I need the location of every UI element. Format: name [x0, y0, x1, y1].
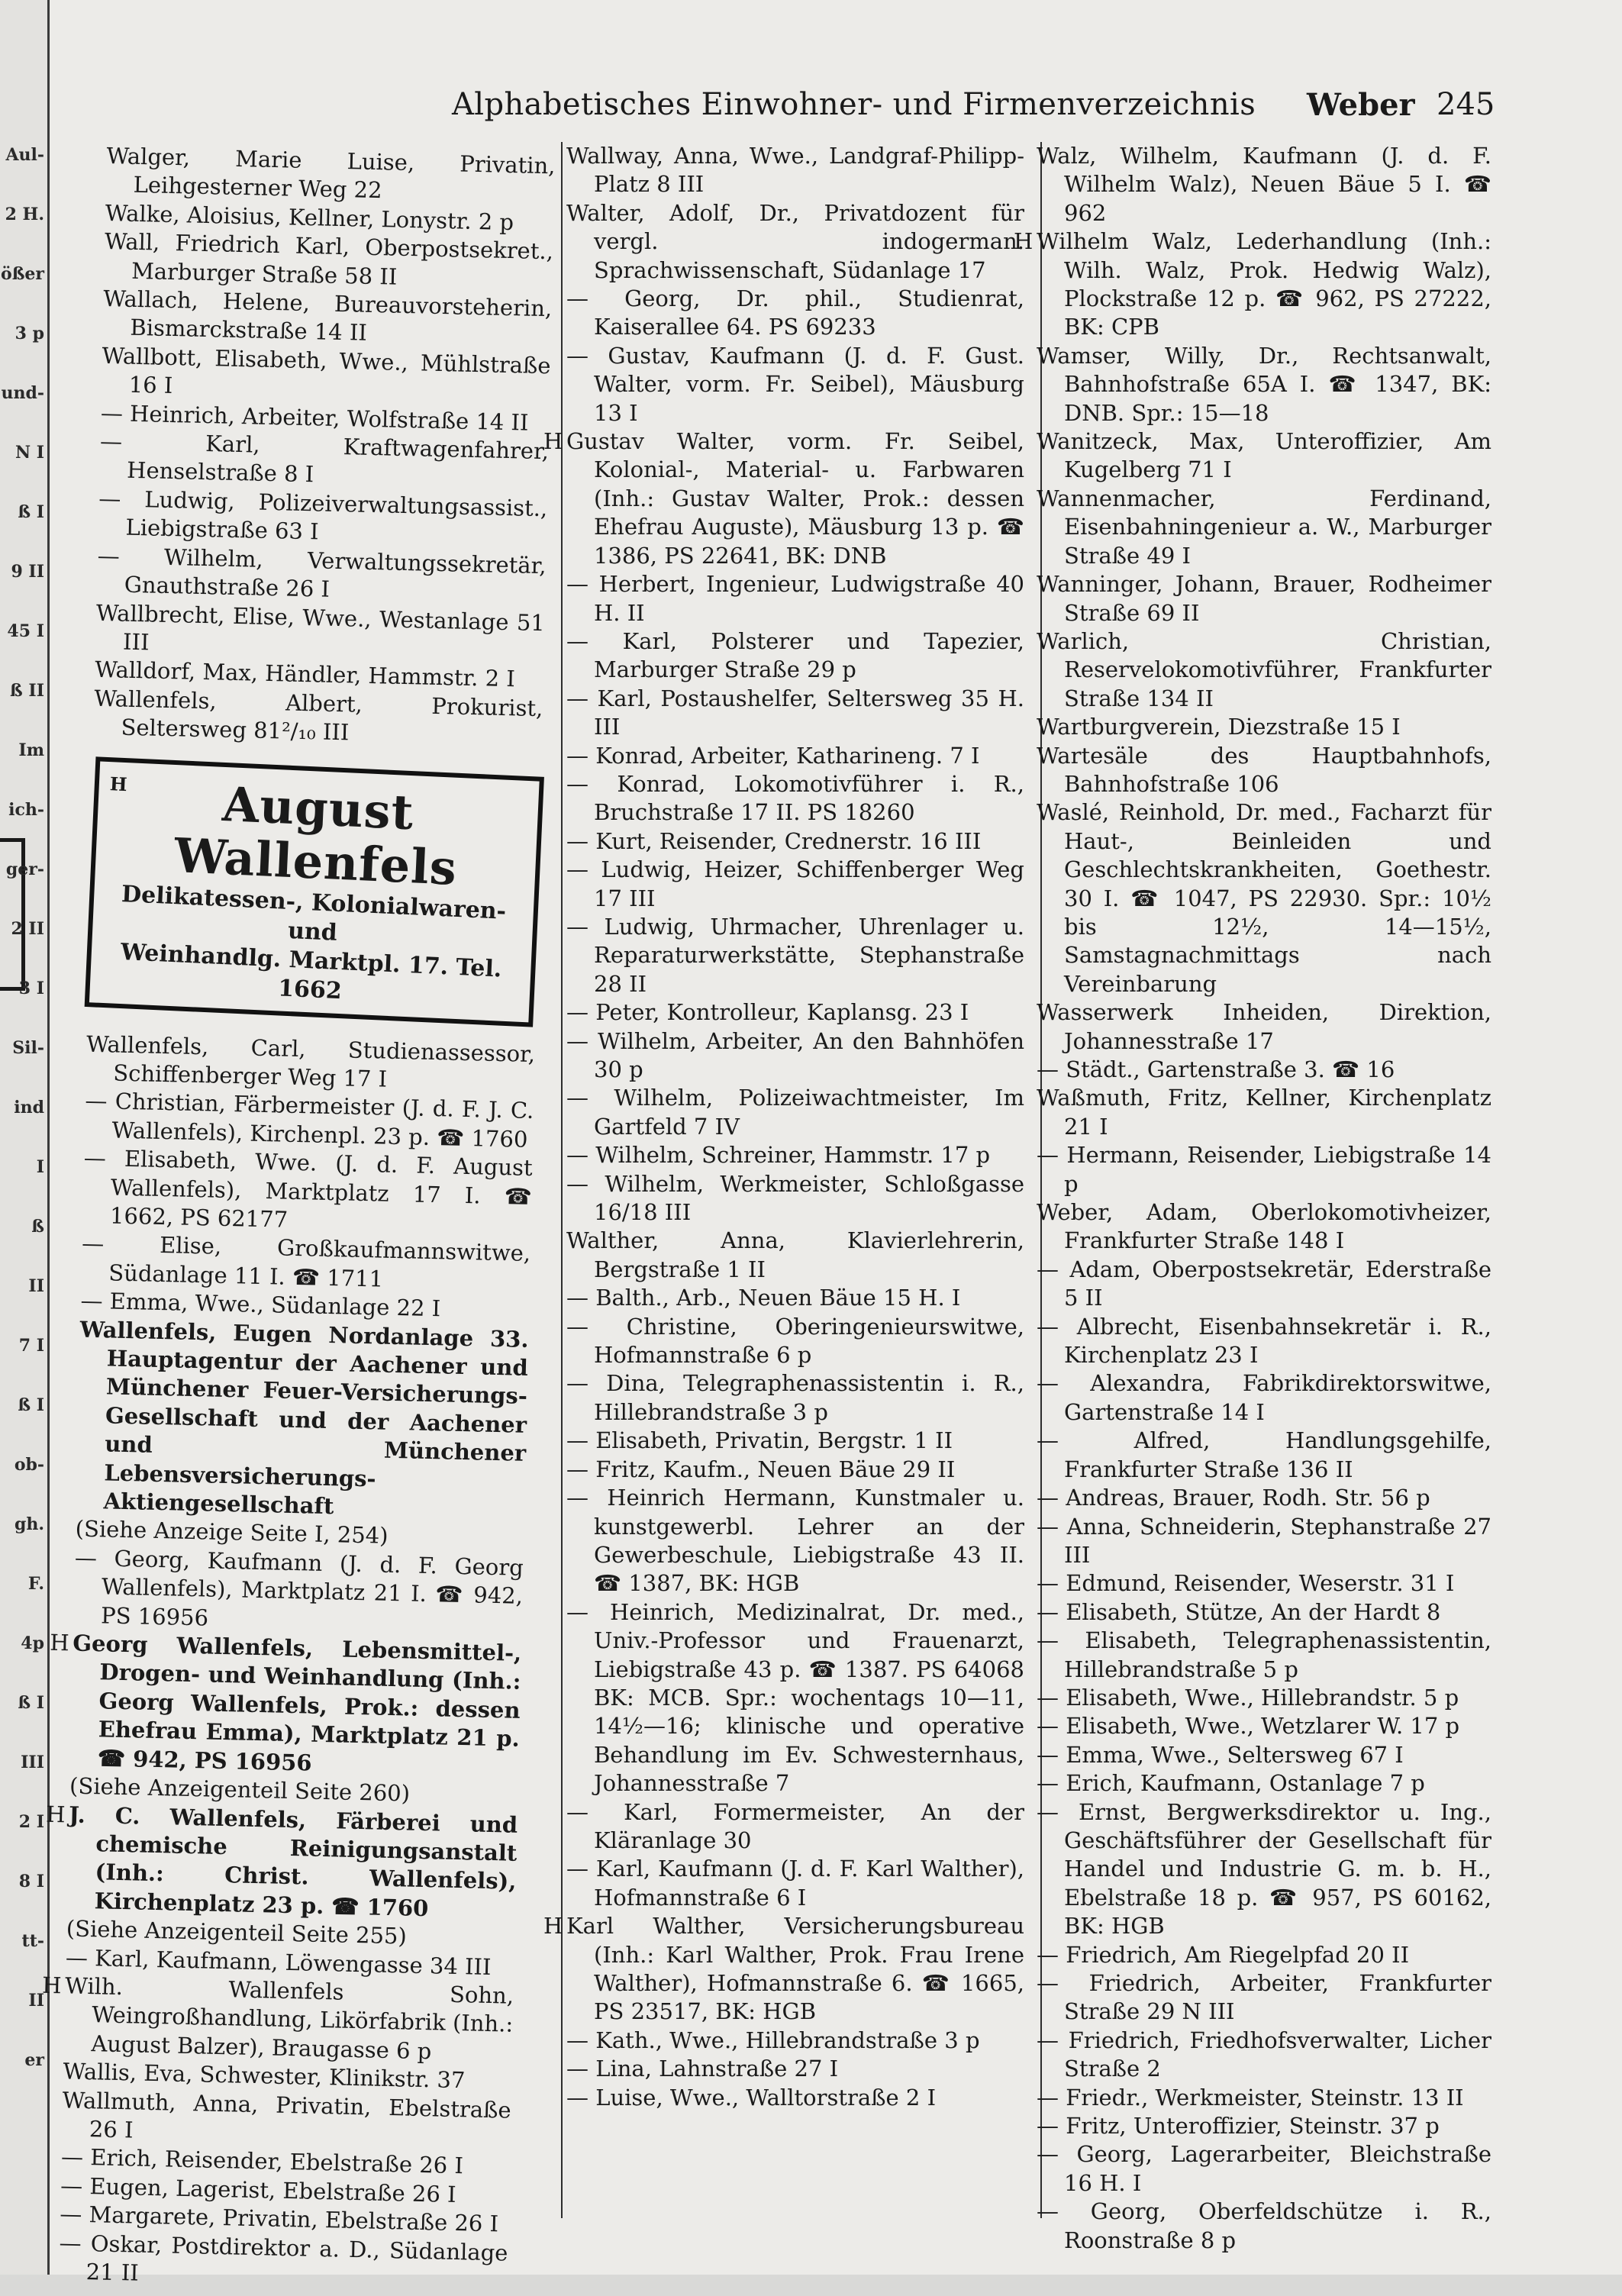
directory-entry: — Heinrich, Arbeiter, Wolfstraße 14 II: [100, 399, 529, 436]
column-middle: [566, 142, 1024, 2249]
directory-entry: — Hermann, Reisender, Liebigstraße 14 p: [1037, 1142, 1491, 1197]
column-left-top-entries: [93, 142, 556, 752]
previous-page-fragment: ind: [14, 1098, 44, 1117]
directory-entry: — Peter, Kontrolleur, Kaplansg. 23 I: [566, 999, 969, 1026]
directory-entry: — Heinrich, Medizinalrat, Dr. med., Univ.-Professor und Frauenarzt, Liebigstraße 43 p. ☎ 1387. PS 64068 BK: MCB. Spr.: wochentags 10—11, 14½—16; klinische und operative Behandlung im Ev. Schwesternhaus, Johannesstraße 7: [566, 1598, 1024, 1797]
previous-page-fragment: 2 II: [11, 919, 44, 939]
ad-line-1: Delikatessen-, Kolonialwaren- und: [121, 880, 507, 946]
directory-entry: — Emma, Wwe., Seltersweg 67 I: [1037, 1741, 1404, 1768]
directory-entry: — Erich, Reisender, Ebelstraße 26 I: [60, 2143, 464, 2179]
directory-entry: — Heinrich Hermann, Kunstmaler u. kunstgewerbl. Lehrer an der Gewerbeschule, Liebigstraße 43 II. ☎ 1387, BK: HGB: [566, 1485, 1024, 1597]
directory-entry: — Gustav, Kaufmann (J. d. F. Gust. Walter, vorm. Fr. Seibel), Mäusburg 13 I: [566, 342, 1024, 426]
directory-entry: — Alfred, Handlungsgehilfe, Frankfurter Straße 136 II: [1037, 1427, 1491, 1482]
directory-entry: — Friedrich, Am Riegelpfad 20 II: [1037, 1941, 1410, 1968]
directory-entry: Walke, Aloisius, Kellner, Lonystr. 2 p: [105, 199, 514, 235]
directory-entry: Walger, Marie Luise, Privatin, Leihgesterner Weg 22: [106, 142, 556, 204]
directory-entry: Wannenmacher, Ferdinand, Eisenbahningenieur a. W., Marburger Straße 49 I: [1037, 485, 1491, 569]
directory-entry: — Kath., Wwe., Hillebrandstraße 3 p: [566, 2027, 980, 2053]
directory-entry: — Konrad, Lokomotivführer i. R., Bruchstraße 17 II. PS 18260: [566, 770, 1024, 826]
directory-entry: — Karl, Polsterer und Tapezier, Marburger Straße 29 p: [566, 627, 1024, 683]
directory-entry: — Wilhelm, Polizeiwachtmeister, Im Gartfeld 7 IV: [566, 1085, 1024, 1140]
directory-entry: — Fritz, Unteroffizier, Steinstr. 37 p: [1037, 2113, 1440, 2140]
directory-entry: — Fritz, Kaufm., Neuen Bäue 29 II: [566, 1456, 956, 1482]
directory-entry: Wallmuth, Anna, Privatin, Ebelstraße 26 I: [62, 2086, 512, 2143]
previous-page-fragment: 9 II: [11, 562, 44, 582]
directory-entry: — Wilhelm, Schreiner, Hammstr. 17 p: [566, 1142, 991, 1169]
directory-entry: — Christine, Oberingenieurswitwe, Hofmannstraße 6 p: [566, 1313, 1024, 1369]
previous-page-fragment: F.: [27, 1574, 44, 1594]
directory-entry: H J. C. Wallenfels, Färberei und chemische Reinigungsanstalt (Inh.: Christ. Wallenfels), Kirchenplatz 23 p. ☎ 1760: [66, 1801, 518, 1925]
directory-entry: — Friedr., Werkmeister, Steinstr. 13 II: [1037, 2084, 1464, 2111]
column-right: [1037, 142, 1491, 2253]
directory-entry: Wallenfels, Eugen Nordanlage 33. Hauptagentur der Aachener und Münchener Feuer-Versicherungs-Gesellschaft und der Aachener und Münchener Lebensversicherungs-Aktiengesellschaft: [79, 1316, 529, 1520]
directory-entry: H Wilhelm Walz, Lederhandlung (Inh.: Wilh. Walz, Prok. Hedwig Walz), Plockstraße 12 p. ☎ 962, PS 27222, BK: CPB: [1037, 227, 1491, 342]
previous-page-fragment: Sil-: [12, 1038, 44, 1058]
running-head: Weber: [1307, 87, 1415, 123]
directory-entry: H Georg Wallenfels, Lebensmittel-, Drogen- und Weinhandlung (Inh.: Georg Wallenfels, Prok.: dessen Ehefrau Emma), Marktplatz 21 p. ☎ 942, PS 16956: [70, 1630, 522, 1782]
page-title: Alphabetisches Einwohner- und Firmenverzeichnis: [452, 87, 1256, 122]
ad-h-mark: H: [109, 772, 128, 795]
directory-entry: — Karl, Kaufmann, Löwengasse 34 III: [65, 1943, 492, 1980]
directory-entry: — Ludwig, Heizer, Schiffenberger Weg 17 III: [566, 856, 1024, 911]
directory-entry: Walldorf, Max, Händler, Hammstr. 2 I: [94, 656, 516, 692]
directory-entry: — Margarete, Privatin, Ebelstraße 26 I: [60, 2201, 499, 2237]
directory-entry: — Adam, Oberpostsekretär, Ederstraße 5 II: [1037, 1256, 1491, 1311]
column-left: [59, 142, 556, 2286]
previous-page-fragment: 7 I: [18, 1336, 44, 1356]
directory-entry: Wallis, Eva, Schwester, Klinikstr. 37: [63, 2058, 466, 2094]
directory-entry: — Elisabeth, Wwe. (J. d. F. August Wallenfels), Marktplatz 17 I. ☎ 1662, PS 62177: [83, 1144, 534, 1233]
directory-entry: — Karl, Postaushelfer, Seltersweg 35 H. III: [566, 685, 1024, 740]
previous-page-fragment: ß II: [10, 681, 44, 701]
directory-entry: H Karl Walther, Versicherungsbureau (Inh.: Karl Walther, Prok. Frau Irene Walther), Hofmannstraße 6. ☎ 1665, PS 23517, BK: HGB: [566, 1912, 1024, 2027]
previous-page-fragment: ß I: [18, 1693, 44, 1713]
directory-entry: Waslé, Reinhold, Dr. med., Facharzt für Haut-, Beinleiden und Geschlechtskrankheiten, Goethestr. 30 I. ☎ 1047, PS 22930. Spr.: 10½ bis 12½, 14—15½, Samstagnachmittags nach Vereinbarung: [1037, 799, 1491, 997]
directory-entry: Wanninger, Johann, Brauer, Rodheimer Straße 69 II: [1037, 571, 1491, 626]
directory-entry: — Anna, Schneiderin, Stephanstraße 27 III: [1037, 1513, 1491, 1568]
directory-entry: Warlich, Christian, Reservelokomotivführer, Frankfurter Straße 134 II: [1037, 627, 1491, 711]
previous-page-fragment: Im: [18, 740, 44, 760]
directory-entry: — Oskar, Postdirektor a. D., Südanlage 21 II: [59, 2229, 508, 2286]
directory-entry: — Elisabeth, Telegraphenassistentin, Hillebrandstraße 5 p: [1037, 1627, 1491, 1682]
directory-entry: — Wilhelm, Werkmeister, Schloßgasse 16/18 III: [566, 1170, 1024, 1226]
directory-entry: — Eugen, Lagerist, Ebelstraße 26 I: [60, 2172, 456, 2207]
directory-entry: Wallbott, Elisabeth, Wwe., Mühlstraße 16 I: [102, 342, 551, 399]
directory-entry: Wall, Friedrich Karl, Oberpostsekret., Marburger Straße 58 II: [104, 228, 554, 290]
previous-page-fragment: er: [24, 2050, 44, 2070]
previous-page-fragment: 2 H.: [5, 205, 44, 224]
column-left-bottom-entries: [58, 1030, 535, 2296]
directory-entry: (Siehe Anzeige Seite I, 254): [75, 1515, 389, 1549]
previous-page-fragment: ß I: [18, 1395, 44, 1415]
directory-entry: Wallach, Helene, Bureauvorsteherin, Bismarckstraße 14 II: [102, 285, 553, 347]
previous-page-fragment: tt-: [21, 1931, 44, 1951]
directory-entry: — Albrecht, Eisenbahnsekretär i. R., Kirchenplatz 23 I: [1037, 1313, 1491, 1369]
directory-entry: Wallbrecht, Elise, Wwe., Westanlage 51 III: [95, 599, 546, 656]
directory-entry: — Elisabeth, Wwe., Wetzlarer W. 17 p: [1037, 1713, 1460, 1740]
directory-entry: — Friedrich, Arbeiter, Frankfurter Straße 29 N III: [1037, 1970, 1491, 2025]
previous-page-fragment: III: [21, 1753, 44, 1772]
directory-entry: — Erich, Kaufmann, Ostanlage 7 p: [1037, 1770, 1425, 1797]
previous-page-fragment: 8 I: [18, 1872, 44, 1891]
directory-entry: — Elisabeth, Privatin, Bergstr. 1 II: [566, 1427, 953, 1454]
directory-entry: — Karl, Kraftwagenfahrer, Henselstraße 8 I: [99, 427, 550, 488]
directory-entry: — Elisabeth, Stütze, An der Hardt 8: [1037, 1598, 1441, 1625]
previous-page-fragment: ger-: [5, 859, 44, 879]
directory-entry: — Wilhelm, Arbeiter, An den Bahnhöfen 30 p: [566, 1027, 1024, 1082]
directory-entry: Wallway, Anna, Wwe., Landgraf-Philipp-Platz 8 III: [566, 143, 1024, 198]
page-header: [452, 87, 1495, 133]
previous-page-fragment: ß I: [18, 502, 44, 522]
directory-entry: Walter, Adolf, Dr., Privatdozent für vergl. indogerman. Sprachwissenschaft, Südanlage 17: [566, 199, 1024, 283]
directory-entry: — Städt., Gartenstraße 3. ☎ 16: [1037, 1056, 1395, 1082]
previous-page-fragment: I: [36, 1157, 44, 1177]
directory-entry: Wamser, Willy, Dr., Rechtsanwalt, Bahnhofstraße 65A I. ☎ 1347, BK: DNB. Spr.: 15—18: [1037, 342, 1491, 426]
directory-entry: Wanitzeck, Max, Unteroffizier, Am Kugelberg 71 I: [1037, 428, 1491, 483]
directory-entry: — Georg, Lagerarbeiter, Bleichstraße 16 H. I: [1037, 2141, 1491, 2196]
previous-page-fragment: ößer: [1, 264, 44, 284]
previous-page-fragment: 4p: [21, 1633, 44, 1653]
directory-entry: — Dina, Telegraphenassistentin i. R., Hillebrandstraße 3 p: [566, 1370, 1024, 1425]
directory-entry: Walz, Wilhelm, Kaufmann (J. d. F. Wilhelm Walz), Neuen Bäue 5 I. ☎ 962: [1037, 143, 1491, 226]
directory-entry: Weber, Adam, Oberlokomotivheizer, Frankfurter Straße 148 I: [1037, 1199, 1491, 1254]
previous-page-fragment: 45 I: [7, 621, 44, 641]
directory-entry: (Siehe Anzeigenteil Seite 255): [66, 1915, 408, 1949]
directory-entry: — Luise, Wwe., Walltorstraße 2 I: [566, 2084, 937, 2111]
directory-entry: — Kurt, Reisender, Crednerstr. 16 III: [566, 827, 982, 854]
previous-page-fragment: ich-: [8, 800, 44, 820]
directory-entry: — Emma, Wwe., Südanlage 22 I: [80, 1287, 441, 1322]
directory-entry: Wallenfels, Albert, Prokurist, Seltersweg 81²/₁₀ III: [94, 685, 543, 746]
directory-entry: H Wilh. Wallenfels Sohn, Weingroßhandlung, Likörfabrik (Inh.: August Balzer), Braugasse 6 p: [63, 1972, 514, 2068]
previous-page-edge: [0, 0, 50, 2275]
ad-line-2: Weinhandlg. Marktpl. 17. Tel. 1662: [120, 938, 503, 1004]
directory-entry: Wartesäle des Hauptbahnhofs, Bahnhofstraße 106: [1037, 742, 1491, 797]
page-number: 245: [1437, 87, 1495, 122]
previous-page-fragment: 2 I: [18, 1812, 44, 1832]
directory-entry: — Wilhelm, Verwaltungssekretär, Gnauthstraße 26 I: [97, 542, 547, 602]
directory-entry: — Georg, Oberfeldschütze i. R., Roonstraße 8 p: [1037, 2198, 1491, 2253]
previous-page-fragment: und-: [1, 383, 44, 403]
previous-page-fragment: ß: [31, 1217, 44, 1237]
previous-page-fragment: ob-: [14, 1455, 44, 1475]
directory-entry: — Alexandra, Fabrikdirektorswitwe, Gartenstraße 14 I: [1037, 1370, 1491, 1425]
directory-entry: — Edmund, Reisender, Weserstr. 31 I: [1037, 1570, 1455, 1597]
previous-page-fragment: 3 I: [18, 979, 44, 998]
directory-entry: H Gustav Walter, vorm. Fr. Seibel, Kolonial-, Material- u. Farbwaren (Inh.: Gustav Walter, Prok.: dessen Ehefrau Auguste), Mäusburg 13 p. ☎ 1386, PS 22641, BK: DNB: [566, 427, 1024, 570]
directory-entry: — Georg, Kaufmann (J. d. F. Georg Wallenfels), Marktplatz 21 I. ☎ 942, PS 16956: [74, 1544, 524, 1631]
directory-entry: — Balth., Arb., Neuen Bäue 15 H. I: [566, 1285, 961, 1311]
directory-entry: — Karl, Formermeister, An der Kläranlage 30: [566, 1798, 1024, 1853]
directory-entry: — Christian, Färbermeister (J. d. F. J. C. Wallenfels), Kirchenpl. 23 p. ☎ 1760: [85, 1088, 534, 1153]
directory-entry: — Georg, Dr. phil., Studienrat, Kaiserallee 64. PS 69233: [566, 285, 1024, 340]
directory-entry: — Herbert, Ingenieur, Ludwigstraße 40 H. II: [566, 571, 1024, 626]
directory-entry: Waßmuth, Fritz, Kellner, Kirchenplatz 21 I: [1037, 1085, 1491, 1140]
previous-page-fragment: Aul-: [5, 145, 44, 165]
directory-entry: Wasserwerk Inheiden, Direktion, Johannesstraße 17: [1037, 999, 1491, 1054]
ad-company-name: August Wallenfels: [173, 776, 459, 896]
directory-entry: — Ludwig, Uhrmacher, Uhrenlager u. Reparaturwerkstätte, Stephanstraße 28 II: [566, 913, 1024, 997]
previous-page-fragment: II: [28, 1276, 44, 1296]
previous-page-fragment: II: [28, 1991, 44, 2011]
directory-entry: — Andreas, Brauer, Rodh. Str. 56 p: [1037, 1485, 1430, 1511]
directory-entry: — Lina, Lahnstraße 27 I: [566, 2056, 839, 2082]
directory-entry: — Karl, Kaufmann (J. d. F. Karl Walther), Hofmannstraße 6 I: [566, 1856, 1024, 1911]
directory-entry: (Siehe Anzeigenteil Seite 260): [69, 1772, 411, 1807]
previous-page-fragment: 3 p: [15, 324, 44, 343]
advertisement-box: [85, 756, 544, 1027]
directory-entry: — Ludwig, Polizeiverwaltungsassist., Liebigstraße 63 I: [98, 485, 548, 545]
directory-entry: — Friedrich, Friedhofsverwalter, Licher Straße 2: [1037, 2027, 1491, 2082]
directory-entry: Walther, Anna, Klavierlehrerin, Bergstraße 1 II: [566, 1227, 1024, 1282]
previous-page-fragment: gh.: [14, 1514, 44, 1534]
directory-entry: — Ernst, Bergwerksdirektor u. Ing., Geschäftsführer der Gesellschaft für Handel und Industrie G. m. b. H., Ebelstraße 18 p. ☎ 957, PS 60162, BK: HGB: [1037, 1798, 1491, 1940]
directory-entry: Wallenfels, Carl, Studienassessor, Schiffenberger Weg 17 I: [85, 1030, 536, 1092]
directory-entry: — Elisabeth, Wwe., Hillebrandstr. 5 p: [1037, 1684, 1459, 1711]
previous-page-fragment: N I: [15, 443, 44, 463]
directory-entry: Wartburgverein, Diezstraße 15 I: [1037, 714, 1401, 740]
directory-entry: — Elise, Großkaufmannswitwe, Südanlage 11 I. ☎ 1711: [81, 1230, 531, 1292]
directory-entry: — Konrad, Arbeiter, Katharineng. 7 I: [566, 742, 980, 769]
